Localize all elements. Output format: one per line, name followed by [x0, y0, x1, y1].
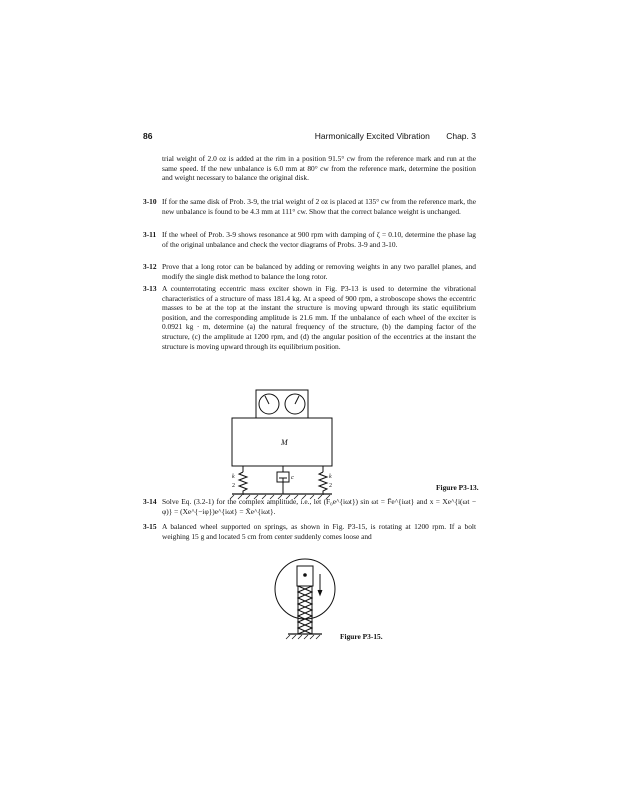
figure-p3-13-caption: Figure P3-13.	[436, 483, 479, 492]
problem-number: 3-12	[143, 262, 157, 271]
figure-p3-15-caption: Figure P3-15.	[340, 632, 383, 641]
spring-right-icon	[319, 472, 327, 495]
exciter-housing	[256, 390, 308, 418]
spring-right-label-2: 2	[329, 483, 332, 489]
problem-number: 3-15	[143, 522, 157, 531]
figure-p3-15	[275, 559, 335, 634]
problem-text: Prove that a long rotor can be balanced by adding or removing weights in any two parallel planes, and modify the single disk method to balance the long rotor.	[162, 262, 476, 281]
spring-left-label-2: 2	[232, 483, 235, 489]
problem-text: If for the same disk of Prob. 3-9, the trial weight of 2 oz is placed at 135° cw from the reference mark, the new unbalance is found to be 4.3 mm at 111° cw. Show that the correct balance weight is unchanged.	[162, 197, 476, 216]
running-title: Harmonically Excited Vibration	[314, 131, 430, 141]
problem-number: 3-10	[143, 197, 157, 206]
problem-text: Solve Eq. (3.2-1) for the complex amplitude, i.e., let (F₀e^{iωt}) sin ωt = F̄e^{iωt} and x = Xe^{i(ωt − φ)} = (Xe^{−iφ})e^{iωt} = X̄e^{iωt}.	[162, 497, 476, 516]
problem-number: 3-11	[143, 230, 157, 239]
problem-number: 3-14	[143, 497, 157, 506]
continuation-paragraph: trial weight of 2.0 oz is added at the rim in a position 91.5° cw from the reference mark and run at the same speed. If the new unbalance is 6.0 mm at 80° cw from the reference mark, determine the position and weight necessary to balance the original disk.	[162, 154, 476, 183]
page-number: 86	[143, 131, 153, 141]
problem-text: A balanced wheel supported on springs, as shown in Fig. P3-15, is rotating at 1200 rpm. If a bolt weighing 15 g and located 5 cm from center suddenly comes loose and	[162, 522, 476, 541]
problem-text: If the wheel of Prob. 3-9 shows resonance at 900 rpm with damping of ζ = 0.10, determine the phase lag of the original unbalance and check the vector diagrams of Probs. 3-9 and 3-10.	[162, 230, 476, 249]
problem-text: A counterrotating eccentric mass exciter shown in Fig. P3-13 is used to determine the vibrational characteristics of a structure of mass 181.4 kg. At a speed of 900 rpm, a stroboscope shows the eccentric masses to be at the top at the instant the structure is moving upward through its static equilibrium position, and the corresponding amplitude is 21.6 mm. If the unbalance of each wheel of the exciter is 0.0921 kg · m, determine (a) the natural frequency of the structure, (b) the damping factor of the structure, (c) the amplitude at 1200 rpm, and (d) the angular position of the eccentrics at the instant the structure is moving upward through its equilibrium position.	[162, 284, 476, 351]
chapter-label: Chap. 3	[446, 131, 476, 141]
problem-number: 3-13	[143, 284, 157, 293]
mass-label: M	[281, 438, 288, 447]
spring-right-label-k: k	[329, 474, 332, 480]
spring-left-icon	[239, 472, 247, 495]
damper-label: c	[291, 474, 294, 481]
spring-left-label-k: k	[232, 474, 235, 480]
